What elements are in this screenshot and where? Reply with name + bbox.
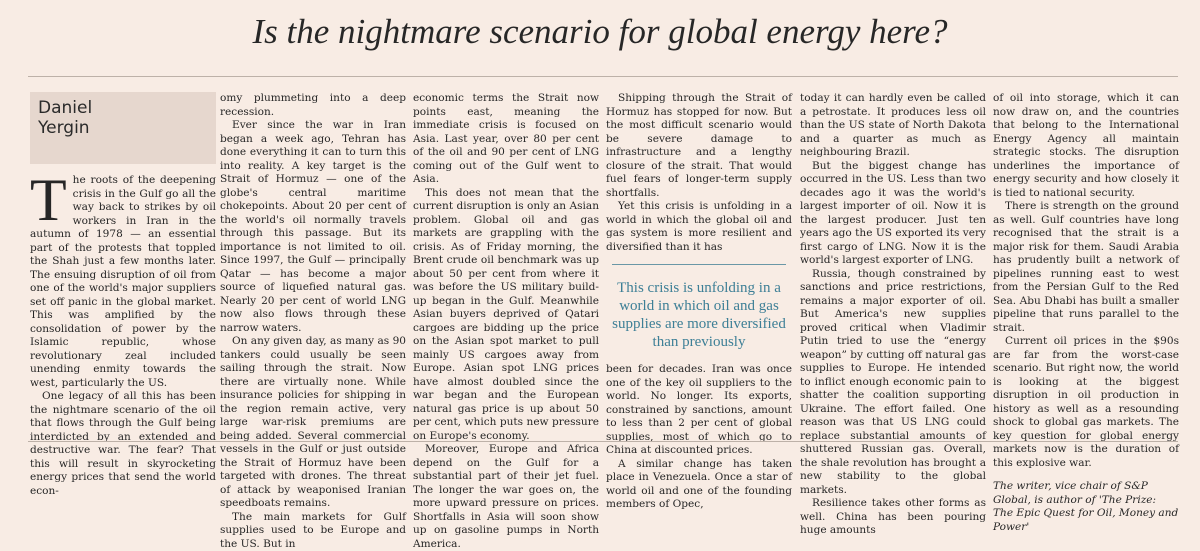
pull-quote: This crisis is unfolding in a world in which oil and gas supplies are more diversified than previously [612, 264, 786, 351]
paragraph: There is strength on the ground as well. Gulf countries have long recognised that the strait is a major risk for them. Saudi Arabia has prudently built a network of pipelines running east to west from the Persian Gulf to the Red Sea. Abu Dhabi has built a smaller pipeline that runs parallel to the strait. [993, 200, 1179, 335]
top-rule [28, 76, 1178, 77]
paragraph: The roots of the deepening crisis in the Gulf go all the way back to strikes by oil workers in Iran in the autumn of 1978 — an essential part of the protests that toppled the Shah just a few months later. The ensuing disruption of oil from one of the world's major suppliers set off panic in the global market. This was amplified by the consolidation of power by the Islamic republic, whose revolutionary zeal included unending enmity towards the west, particularly the US. [30, 174, 216, 390]
column-3 [413, 92, 599, 436]
column-2 [220, 92, 406, 436]
paragraph: today it can hardly even be called a petrostate. It produces less oil than the US state of North Dakota and a quarter as much as neighbouring Brazil. [800, 92, 986, 160]
paragraph: But the biggest change has occurred in the US. Less than two decades ago it was the world's largest importer of oil. Now it is the largest producer. Just ten years ago the US exported its very first cargo of LNG. Now it is the world's largest exporter of LNG. [800, 160, 986, 268]
paragraph: On any given day, as many as 90 tankers could usually be seen sailing through the strait. Now there are virtually none. While insurance policies for shipping in the region remain active, very large war-risk premiums are being added. Several commercial vessels in the Gulf or just outside the Strait of Hormuz have been targeted with drones. The threat of attack by weaponised Iranian speedboats remains. [220, 335, 406, 511]
paragraph: This does not mean that the current disruption is only an Asian problem. Global oil and gas markets are grappling with the crisis. As of Friday morning, the Brent crude oil benchmark was up about 50 per cent from where it was before the US military build-up began in the Gulf. Meanwhile Asian buyers deprived of Qatari cargoes are bidding up the price on the Asian spot market to pull mainly US cargoes away from Europe. Asian spot LNG prices have almost doubled since the war began and the European natural gas price is up about 50 per cent, which puts new pressure on Europe's economy. [413, 187, 599, 444]
bottom-rule [28, 441, 1178, 442]
paragraph: Moreover, Europe and Africa depend on the Gulf for a substantial part of their jet fuel. The longer the war goes on, the more upward pressure on prices. Shortfalls in Asia will soon show up on gasoline pumps in North America. [413, 443, 599, 551]
paragraph: Yet this crisis is unfolding in a world in which the global oil and gas system is more resilient and diversified than it has [606, 200, 792, 254]
author-footnote: The writer, vice chair of S&P Global, is author of 'The Prize: The Epic Quest for Oil, Money and Power' [993, 480, 1179, 534]
paragraph: The main markets for Gulf supplies used to be Europe and the US. But in [220, 511, 406, 551]
paragraph: Current oil prices in the $90s are far from the worst-case scenario. But right now, the world is looking at the biggest disruption in oil production in history as well as a resounding shock to global gas markets. The key question for global energy markets now is the duration of this explosive war. [993, 335, 1179, 470]
column-6 [993, 92, 1179, 436]
paragraph: Ever since the war in Iran began a week ago, Tehran has done everything it can to turn this into reality. A key target is the Strait of Hormuz — one of the globe's central maritime chokepoints. About 20 per cent of the world's oil normally travels through this passage. But its importance is not limited to oil. Since 1997, the Gulf — principally Qatar — has become a major source of liquefied natural gas. Nearly 20 per cent of world LNG now also flows through these narrow waters. [220, 119, 406, 335]
headline: Is the nightmare scenario for global energy here? [0, 12, 1200, 52]
paragraph: economic terms the Strait now points east, meaning the immediate crisis is focused on Asia. Last year, over 80 per cent of the oil and 90 per cent of LNG coming out of the Gulf went to Asia. [413, 92, 599, 187]
paragraph: been for decades. Iran was once one of the key oil suppliers to the world. No longer. Its exports, constrained by sanctions, amount to less than 2 per cent of global supplies, most of which go to China at discounted prices. [606, 363, 792, 458]
column-5 [800, 92, 986, 436]
paragraph: One legacy of all this has been the nightmare scenario of the oil that flows through the Gulf being interdicted by an extended and destructive war. The fear? That this will result in skyrocketing energy prices that send the world econ- [30, 390, 216, 498]
author-byline: Daniel Yergin [38, 98, 118, 138]
column-4 [606, 92, 792, 436]
column-1 [30, 92, 216, 436]
paragraph: Russia, though constrained by sanctions and price restrictions, remains a major exporter of oil. But America's new supplies proved critical when Vladimir Putin tried to use the “energy weapon” by cutting off natural gas supplies to Europe. He intended to inflict enough economic pain to shatter the coalition supporting Ukraine. The effort failed. One reason was that US LNG could replace substantial amounts of shuttered Russian gas. Overall, the shale revolution has brought a new stability to the global markets. [800, 268, 986, 498]
paragraph: A similar change has taken place in Venezuela. Once a star of world oil and one of the founding members of Opec, [606, 458, 792, 512]
paragraph: Resilience takes other forms as well. China has been pouring huge amounts [800, 497, 986, 538]
drop-cap: T [30, 176, 73, 224]
byline-box [30, 92, 216, 164]
paragraph: omy plummeting into a deep recession. [220, 92, 406, 119]
paragraph: of oil into storage, which it can now draw on, and the countries that belong to the International Energy Agency all maintain strategic stocks. The disruption underlines the importance of energy security and how closely it is tied to national security. [993, 92, 1179, 200]
paragraph: Shipping through the Strait of Hormuz has stopped for now. But the most difficult scenario would be severe damage to infrastructure and a lengthy closure of the strait. That would fuel fears of longer-term supply shortfalls. [606, 92, 792, 200]
